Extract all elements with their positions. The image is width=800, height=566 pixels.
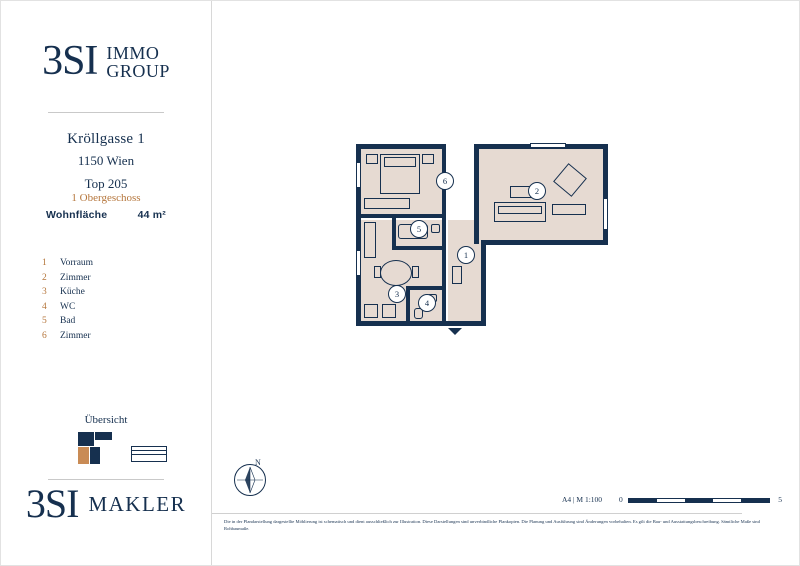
room-label: WC: [60, 301, 76, 312]
room-number: 5: [42, 316, 47, 326]
list-item: [42, 316, 192, 326]
room-number: 6: [42, 330, 47, 341]
wall-exterior-right-lower: [481, 240, 608, 245]
list-item: [42, 258, 192, 268]
list-item: [42, 331, 192, 341]
window-left-kueche: [356, 250, 361, 276]
furniture-wardrobe: [364, 198, 410, 209]
furniture-sofa-cushions: [498, 206, 542, 214]
property-street: Kröllgasse 1: [67, 131, 145, 147]
floor-plan-drawing: [352, 140, 622, 355]
overview-thumbnails: [0, 432, 212, 472]
furniture-sink-bath: [431, 224, 440, 233]
property-floor: 1 Obergeschoss: [71, 192, 141, 204]
scale-label: A4 | M 1:100: [562, 495, 603, 504]
footer-logo-word: MAKLER: [88, 491, 187, 516]
furniture-chair-a: [374, 266, 381, 278]
brand-logo-word-immo: IMMO: [106, 42, 160, 63]
plan-badge-wc-4: 4: [418, 294, 436, 312]
room-number: 4: [42, 301, 47, 312]
wall-exterior-vorraum-right: [481, 240, 486, 326]
room-number: 3: [42, 287, 47, 297]
plan-badge-vorraum-1: 1: [457, 246, 475, 264]
scale-bar: [562, 494, 782, 510]
furniture-kitchen-counter: [364, 222, 376, 258]
furniture-appliance-1: [364, 304, 378, 318]
furniture-appliance-2: [382, 304, 396, 318]
overview-thumbnail-section-icon: [131, 446, 167, 462]
furniture-chair-b: [412, 266, 419, 278]
living-area-label: Wohnfläche: [46, 209, 108, 221]
furniture-sideboard: [552, 204, 586, 215]
overview-title: Übersicht: [84, 414, 128, 426]
compass-rose-icon: [228, 458, 272, 502]
window-right-zimmer2: [603, 198, 608, 230]
overview-thumbnail-plan-icon: [78, 432, 112, 464]
property-unit: Top 205: [84, 176, 128, 191]
footer-logo-mark: 3SI: [25, 481, 79, 526]
furniture-bed-pillow: [384, 157, 416, 167]
window-top-zimmer2: [530, 143, 566, 148]
wall-interior-wc-left: [406, 286, 410, 326]
brand-logo-header: [0, 38, 212, 84]
divider-bottom: [48, 479, 164, 480]
furniture-dining-table: [380, 260, 412, 286]
footer-divider: [212, 513, 742, 514]
property-city: 1150 Wien: [77, 153, 135, 168]
wall-interior-wc-top: [406, 286, 446, 290]
compass-north-label: N: [255, 458, 261, 467]
living-area-row: [46, 209, 166, 221]
wall-interior-horizontal-upper: [356, 214, 446, 218]
furniture-hall-closet: [452, 266, 462, 284]
plan-badge-kueche-3: 3: [388, 285, 406, 303]
disclaimer-text: Die in der Plandarstellung dargestellte Möblierung ist schematisch und dient ausschließlich zur Illustration. Diese Darstellungen sind unverbindliche Plankopien. Die Planung und Ausführung sind Änderungen vorbehalten. Es gilt die Bau- und Ausstattungsbeschreibung. Sämtliche Maße sind Rohbaumaße.: [224, 519, 760, 532]
scale-start-label: 0: [619, 495, 623, 504]
room-label: Bad: [60, 316, 76, 326]
room-label: Zimmer: [60, 330, 91, 341]
living-area-value: 44 m²: [137, 209, 166, 221]
room-label: Zimmer: [60, 272, 91, 283]
scale-track: [628, 498, 770, 503]
brand-logo-mark: 3SI: [42, 38, 98, 84]
room-legend: [42, 258, 192, 345]
scale-end-label: 5: [778, 495, 782, 504]
wall-interior-bad-left: [392, 214, 396, 250]
brand-logo-word-group: GROUP: [106, 60, 170, 81]
plan-badge-zimmer-2: 2: [528, 182, 546, 200]
furniture-nightstand-right: [422, 154, 434, 164]
wall-interior-zimmer2-left: [474, 144, 479, 244]
room-number: 1: [42, 258, 47, 268]
room-number: 2: [42, 272, 47, 283]
plan-badge-bad-5: 5: [410, 220, 428, 238]
room-label: Küche: [60, 287, 85, 297]
furniture-nightstand-left: [366, 154, 378, 164]
divider-top: [48, 112, 164, 113]
room-label: Vorraum: [60, 258, 94, 268]
list-item: [42, 302, 192, 312]
window-left-zimmer6: [356, 162, 361, 188]
wall-exterior-top-left: [356, 144, 446, 149]
sidebar: [0, 0, 212, 566]
plan-badge-zimmer-6: 6: [436, 172, 454, 190]
wall-exterior-bottom: [356, 321, 486, 326]
brand-logo-footer: [0, 481, 212, 526]
list-item: [42, 273, 192, 283]
list-item: [42, 287, 192, 297]
wall-interior-bad-bottom: [392, 246, 446, 250]
main-area: [212, 0, 800, 566]
entrance-arrow-icon: [448, 328, 462, 335]
